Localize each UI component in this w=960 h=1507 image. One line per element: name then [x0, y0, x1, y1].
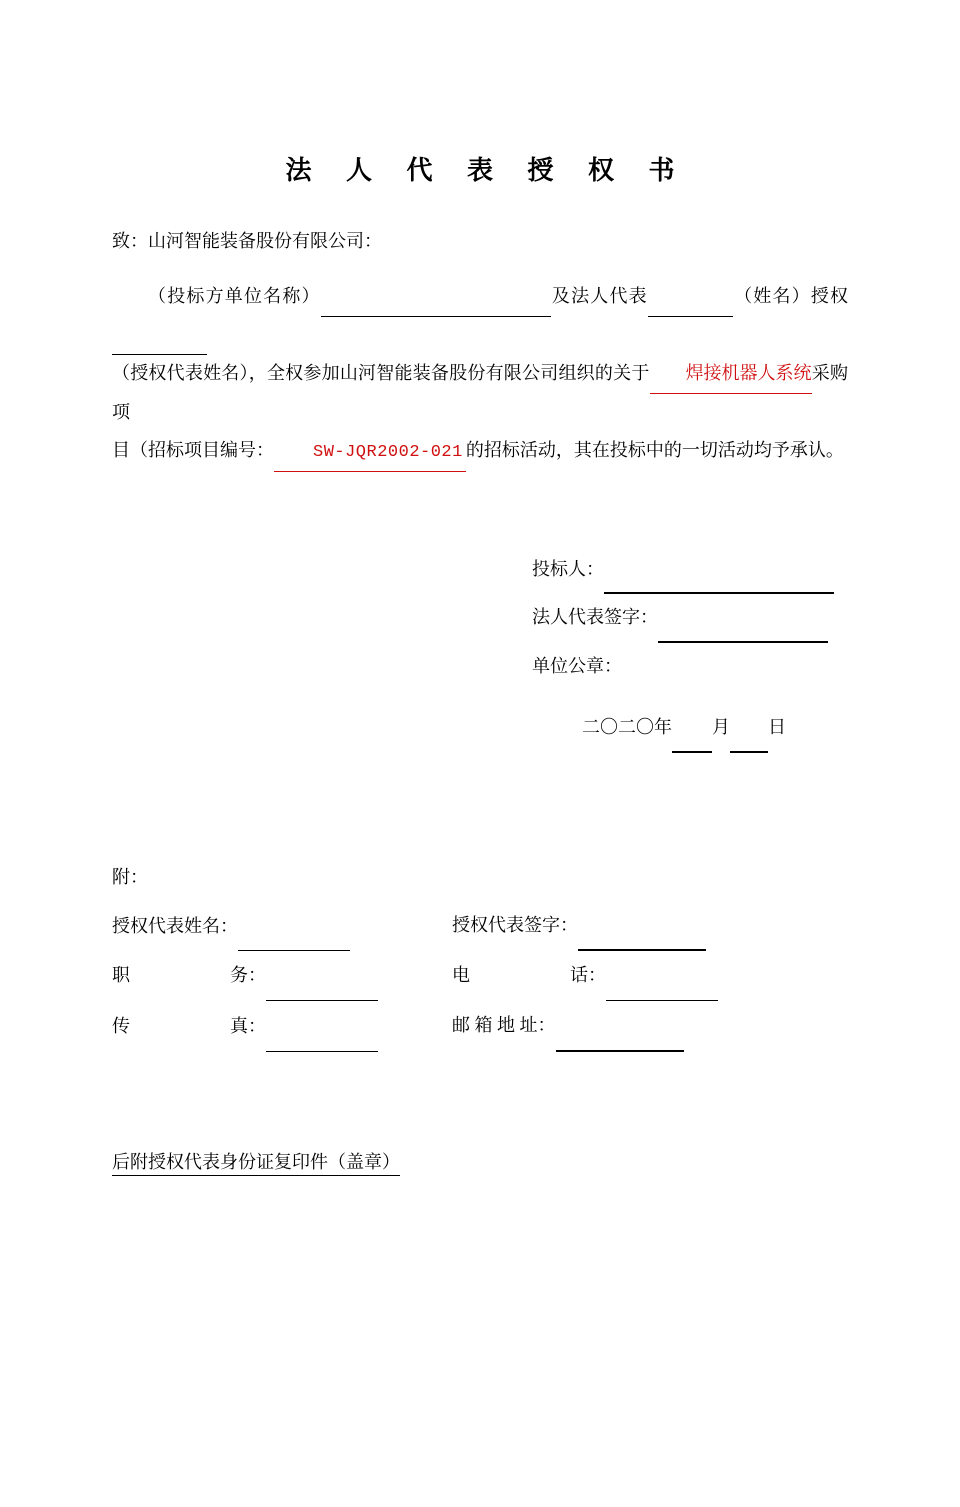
table-row — [112, 951, 718, 1001]
company-seal-row — [532, 643, 848, 690]
addressee-line: 致：山河智能装备股份有限公司： — [112, 231, 382, 251]
authorization-body — [112, 278, 848, 472]
appendix-rep-name-blank[interactable] — [238, 902, 350, 952]
legal-rep-blank[interactable] — [648, 278, 733, 317]
project-subject: 焊接机器人系统 — [650, 355, 812, 394]
table-row — [112, 901, 718, 952]
appendix-rep-sign-blank[interactable] — [578, 901, 706, 952]
legal-rep-label: 及法人代表 — [550, 285, 648, 306]
signature-block — [112, 546, 848, 753]
name-suffix-label: （姓名）授权 — [732, 285, 849, 306]
appendix-rep-sign-cell — [452, 901, 718, 952]
legal-rep-signature-label: 法人代表签字： — [532, 607, 658, 628]
appendix-position-cell — [112, 951, 452, 1001]
appendix-email-cell — [452, 1001, 718, 1052]
page-title: 法 人 代 表 授 权 书 — [285, 156, 689, 185]
bid-activity-text: 的招标活动，其在投标中的一切活动均予承认。 — [465, 439, 844, 460]
date-day-unit: 日 — [768, 717, 786, 738]
table-row — [112, 1001, 718, 1052]
appendix-rep-name-cell — [112, 901, 452, 952]
appendix-fax-blank[interactable] — [266, 1002, 378, 1052]
appendix-table — [112, 901, 718, 1052]
appendix-phone-blank[interactable] — [606, 951, 718, 1001]
authorized-rep-clause: （授权代表姓名），全权参加山河智能装备股份有限公司组织的关于 — [112, 363, 650, 384]
legal-rep-signature-blank[interactable] — [658, 594, 828, 643]
date-row — [532, 704, 848, 753]
bidder-row — [532, 546, 848, 595]
company-seal-label: 单位公章： — [532, 656, 622, 677]
bidder-name-blank[interactable] — [321, 278, 551, 317]
appendix-fax-label: 传 — [112, 1016, 130, 1037]
project-number-value: SW-JQR2002-021 — [274, 435, 466, 472]
appendix-phone-cell — [452, 951, 718, 1001]
appendix-fax-cell — [112, 1001, 452, 1052]
procurement-suffix: 采购项 — [112, 363, 848, 423]
date-year-label: 二〇二〇年 — [582, 717, 672, 738]
date-month-blank[interactable] — [672, 704, 712, 753]
bidder-name-label: （投标方单位名称） — [148, 285, 321, 306]
bidder-label: 投标人： — [532, 558, 604, 579]
appendix-label: 附： — [112, 866, 148, 887]
appendix-phone-colon: 话： — [570, 965, 606, 986]
appendix-phone-label: 电 — [452, 965, 470, 986]
date-day-blank[interactable] — [730, 704, 768, 753]
appendix-position-colon: 务： — [230, 965, 266, 986]
authorized-rep-blank[interactable] — [112, 317, 207, 356]
appendix-email-blank[interactable] — [556, 1001, 684, 1052]
appendix-position-blank[interactable] — [266, 951, 378, 1001]
project-number-label: 目（招标项目编号： — [112, 439, 274, 460]
appendix-position-label: 职 — [112, 965, 130, 986]
appendix-rep-name-label: 授权代表姓名： — [112, 915, 238, 936]
appendix-fax-colon: 真： — [230, 1016, 266, 1037]
date-month-unit: 月 — [712, 717, 730, 738]
body-paragraph — [112, 278, 848, 472]
legal-rep-signature-row — [532, 594, 848, 643]
footer-note: 后附授权代表身份证复印件（盖章） — [112, 1148, 400, 1176]
appendix-rep-sign-label: 授权代表签字： — [452, 914, 578, 935]
bidder-signature-blank[interactable] — [604, 546, 834, 595]
document-page — [0, 150, 960, 1507]
appendix-email-label: 邮 箱 地 址： — [452, 1015, 556, 1036]
